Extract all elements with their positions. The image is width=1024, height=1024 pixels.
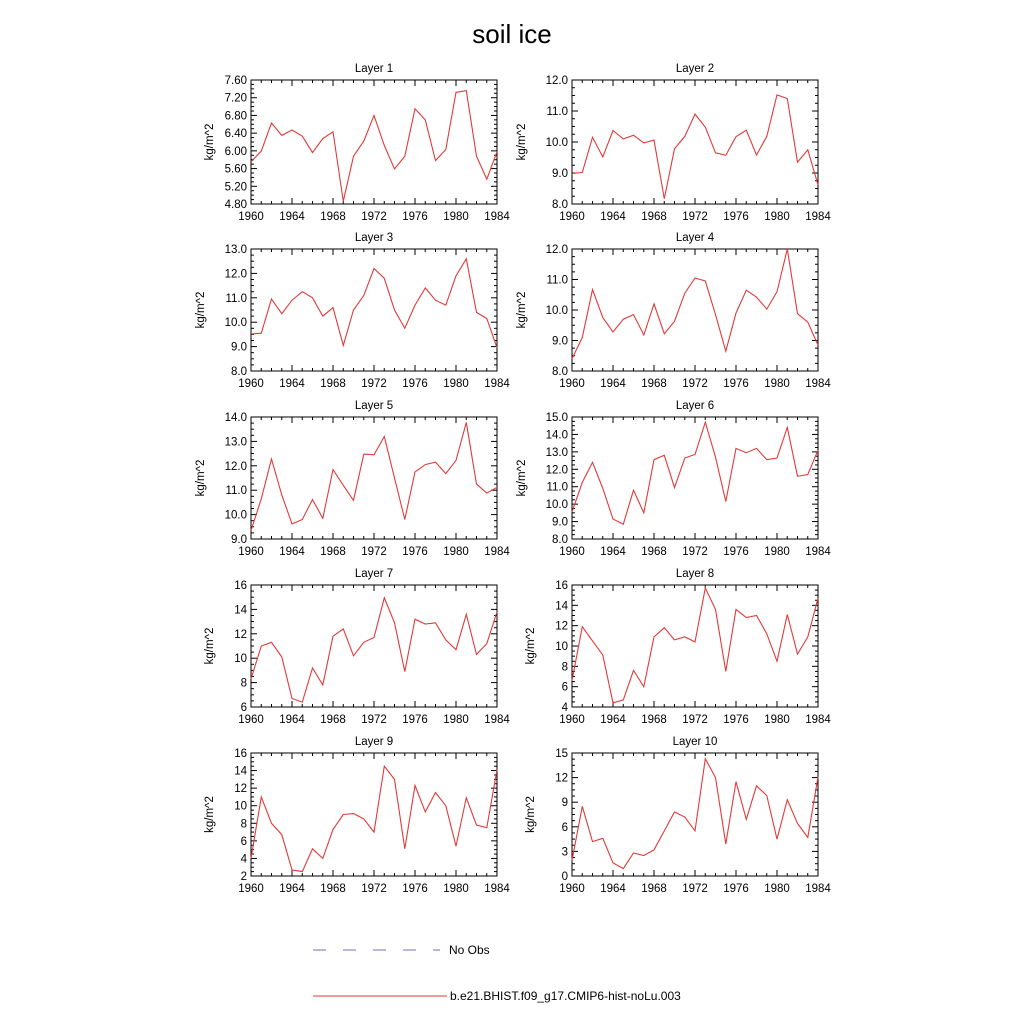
y-tick-label: 14.0 <box>224 412 247 424</box>
x-tick-label: 1976 <box>723 883 749 895</box>
x-tick-label: 1960 <box>238 211 264 223</box>
x-tick-label: 1976 <box>402 883 428 895</box>
y-tick-label: 11.0 <box>225 292 247 305</box>
x-tick-label: 1972 <box>361 211 387 223</box>
y-tick-label: 14 <box>234 604 247 617</box>
series-line <box>251 259 497 348</box>
x-tick-label: 1972 <box>682 211 708 223</box>
y-tick-label: 11.0 <box>546 274 568 287</box>
x-tick-label: 1976 <box>723 211 749 223</box>
series-line <box>572 422 818 524</box>
y-tick-label: 8 <box>240 818 247 831</box>
y-tick-label: 6.80 <box>224 110 247 123</box>
panel-title: Layer 8 <box>675 568 715 580</box>
x-tick-label: 1960 <box>559 546 585 558</box>
y-tick-label: 7.60 <box>224 75 247 87</box>
series-line <box>251 766 497 871</box>
y-tick-label: 9.0 <box>552 168 568 180</box>
x-tick-label: 1968 <box>641 883 667 895</box>
plot-frame <box>251 80 497 204</box>
x-tick-label: 1964 <box>600 883 626 895</box>
plot-frame <box>572 417 818 539</box>
y-axis-label: kg/m^2 <box>195 291 207 329</box>
y-tick-label: 4.80 <box>224 199 247 211</box>
x-tick-label: 1964 <box>600 714 626 726</box>
x-tick-label: 1980 <box>764 378 790 390</box>
x-tick-label: 1960 <box>559 883 585 895</box>
x-tick-label: 1968 <box>641 211 667 223</box>
y-tick-label: 13.0 <box>224 244 247 256</box>
x-tick-label: 1972 <box>361 714 387 726</box>
panel-layer-9 <box>204 736 510 895</box>
x-tick-label: 1964 <box>600 211 626 223</box>
y-tick-label: 15 <box>555 748 568 760</box>
series-line <box>251 422 497 530</box>
x-tick-label: 1960 <box>238 378 264 390</box>
plot-frame <box>251 417 497 539</box>
x-tick-label: 1960 <box>238 546 264 558</box>
plot-frame <box>572 249 818 371</box>
x-tick-label: 1980 <box>764 883 790 895</box>
y-tick-label: 10.0 <box>545 137 568 149</box>
y-tick-label: 12.0 <box>224 460 247 473</box>
x-tick-label: 1960 <box>559 714 585 726</box>
panel-layer-8 <box>525 568 831 726</box>
y-axis-label: kg/m^2 <box>204 627 216 665</box>
y-tick-label: 4 <box>561 702 568 714</box>
y-tick-label: 10 <box>234 800 247 813</box>
y-tick-label: 10.0 <box>224 317 247 330</box>
x-tick-label: 1976 <box>402 378 428 390</box>
x-tick-label: 1976 <box>723 546 749 558</box>
panel-title: Layer 5 <box>354 400 394 412</box>
x-tick-label: 1984 <box>805 211 831 223</box>
y-tick-label: 11.0 <box>546 481 568 494</box>
plot-frame <box>572 585 818 707</box>
x-tick-label: 1976 <box>723 378 749 390</box>
panel-layer-10 <box>525 736 831 895</box>
x-tick-label: 1968 <box>320 378 346 390</box>
x-tick-label: 1968 <box>320 883 346 895</box>
panel-title: Layer 4 <box>675 232 715 244</box>
panel-title: Layer 1 <box>354 63 394 75</box>
x-tick-label: 1984 <box>805 714 831 726</box>
y-tick-label: 10 <box>234 653 247 666</box>
series-line <box>572 249 818 359</box>
x-tick-label: 1960 <box>238 883 264 895</box>
panel-layer-1 <box>204 63 510 223</box>
y-tick-label: 12 <box>234 783 247 796</box>
y-tick-label: 8 <box>561 661 568 674</box>
x-tick-label: 1972 <box>361 546 387 558</box>
y-axis-label: kg/m^2 <box>525 627 537 665</box>
y-tick-label: 9.0 <box>231 341 247 354</box>
x-tick-label: 1964 <box>279 546 305 558</box>
y-tick-label: 8.0 <box>552 199 568 211</box>
y-tick-label: 5.60 <box>224 163 247 176</box>
panel-title: Layer 9 <box>354 736 394 748</box>
x-tick-label: 1972 <box>682 546 708 558</box>
plot-frame <box>572 753 818 876</box>
y-tick-label: 11.0 <box>225 485 247 498</box>
x-tick-label: 1968 <box>641 378 667 390</box>
x-tick-label: 1964 <box>279 211 305 223</box>
y-tick-label: 12.0 <box>224 268 247 281</box>
x-tick-label: 1980 <box>443 211 469 223</box>
x-tick-label: 1968 <box>641 546 667 558</box>
y-tick-label: 12 <box>555 772 568 785</box>
y-tick-label: 6 <box>561 681 568 694</box>
y-tick-label: 10 <box>555 641 568 653</box>
y-tick-label: 14 <box>555 600 568 613</box>
y-tick-label: 6.00 <box>224 145 247 158</box>
series-line <box>572 759 818 869</box>
y-tick-label: 15.0 <box>545 412 568 424</box>
y-tick-label: 10.0 <box>224 509 247 522</box>
x-tick-label: 1968 <box>320 546 346 558</box>
x-tick-label: 1964 <box>279 378 305 390</box>
legend <box>313 943 681 1003</box>
x-tick-label: 1960 <box>559 378 585 390</box>
y-tick-label: 12 <box>555 620 568 633</box>
x-tick-label: 1976 <box>402 714 428 726</box>
x-tick-label: 1964 <box>600 378 626 390</box>
y-axis-label: kg/m^2 <box>516 459 528 497</box>
x-tick-label: 1980 <box>443 378 469 390</box>
y-tick-label: 12.0 <box>545 464 568 477</box>
y-axis-label: kg/m^2 <box>195 459 207 497</box>
panel-title: Layer 6 <box>675 400 715 412</box>
x-tick-label: 1972 <box>682 378 708 390</box>
y-tick-label: 6 <box>240 702 247 714</box>
x-tick-label: 1980 <box>764 546 790 558</box>
y-tick-label: 12 <box>234 628 247 641</box>
x-tick-label: 1980 <box>443 546 469 558</box>
panel-layer-7 <box>204 568 510 726</box>
y-tick-label: 9 <box>561 797 568 810</box>
x-tick-label: 1980 <box>764 714 790 726</box>
panel-layer-2 <box>516 63 831 223</box>
y-axis-label: kg/m^2 <box>204 796 216 833</box>
y-tick-label: 10.0 <box>545 499 568 512</box>
x-tick-label: 1976 <box>402 546 428 558</box>
y-tick-label: 16 <box>234 580 247 592</box>
y-tick-label: 10.0 <box>545 305 568 317</box>
y-tick-label: 8.0 <box>231 366 247 378</box>
y-tick-label: 9.0 <box>552 516 568 529</box>
y-tick-label: 0 <box>561 871 568 883</box>
y-tick-label: 4 <box>240 853 247 866</box>
x-tick-label: 1976 <box>723 714 749 726</box>
y-tick-label: 9.0 <box>231 534 247 546</box>
panel-title: Layer 10 <box>672 736 718 748</box>
x-tick-label: 1984 <box>484 883 510 895</box>
series-line <box>251 91 497 202</box>
x-tick-label: 1980 <box>764 211 790 223</box>
x-tick-label: 1964 <box>600 546 626 558</box>
y-axis-label: kg/m^2 <box>204 123 216 161</box>
series-line <box>251 598 497 702</box>
y-tick-label: 11.0 <box>546 106 568 118</box>
y-tick-label: 12.0 <box>545 244 568 256</box>
y-tick-label: 16 <box>234 748 247 760</box>
panel-layer-3 <box>195 232 510 390</box>
y-axis-label: kg/m^2 <box>525 796 537 833</box>
y-tick-label: 3 <box>561 846 568 859</box>
x-tick-label: 1984 <box>484 211 510 223</box>
y-axis-label: kg/m^2 <box>516 291 528 329</box>
plot-frame <box>251 585 497 707</box>
y-tick-label: 8.0 <box>552 366 568 378</box>
panel-title: Layer 3 <box>354 232 394 244</box>
y-tick-label: 6 <box>240 835 247 848</box>
x-tick-label: 1964 <box>279 714 305 726</box>
panel-grid <box>195 63 831 895</box>
y-tick-label: 5.20 <box>224 181 247 194</box>
series-line <box>572 95 818 199</box>
y-tick-label: 6.40 <box>224 128 247 141</box>
x-tick-label: 1960 <box>238 714 264 726</box>
y-tick-label: 8 <box>240 677 247 690</box>
x-tick-label: 1984 <box>484 378 510 390</box>
y-tick-label: 14.0 <box>545 429 568 442</box>
x-tick-label: 1980 <box>443 714 469 726</box>
plot-frame <box>251 249 497 371</box>
panel-title: Layer 2 <box>675 63 715 75</box>
x-tick-label: 1984 <box>805 883 831 895</box>
x-tick-label: 1980 <box>443 883 469 895</box>
x-tick-label: 1972 <box>682 714 708 726</box>
panel-layer-6 <box>516 400 831 558</box>
x-tick-label: 1984 <box>484 714 510 726</box>
legend-label-model-run: b.e21.BHIST.f09_g17.CMIP6-hist-noLu.003 <box>450 989 681 1003</box>
x-tick-label: 1984 <box>805 546 831 558</box>
x-tick-label: 1984 <box>484 546 510 558</box>
y-tick-label: 16 <box>555 580 568 592</box>
y-tick-label: 6 <box>561 821 568 834</box>
y-tick-label: 7.20 <box>224 92 247 105</box>
x-tick-label: 1968 <box>641 714 667 726</box>
y-tick-label: 14 <box>234 765 247 778</box>
x-tick-label: 1964 <box>279 883 305 895</box>
x-tick-label: 1976 <box>402 211 428 223</box>
legend-label-no-obs: No Obs <box>449 943 490 957</box>
y-tick-label: 8.0 <box>552 534 568 546</box>
x-tick-label: 1968 <box>320 714 346 726</box>
y-tick-label: 13.0 <box>224 436 247 449</box>
x-tick-label: 1972 <box>361 378 387 390</box>
y-tick-label: 12.0 <box>545 75 568 87</box>
y-tick-label: 9.0 <box>552 335 568 348</box>
figure-title: soil ice <box>472 19 552 49</box>
y-tick-label: 13.0 <box>545 446 568 459</box>
x-tick-label: 1984 <box>805 378 831 390</box>
y-tick-label: 2 <box>240 871 247 883</box>
y-axis-label: kg/m^2 <box>516 123 528 161</box>
x-tick-label: 1968 <box>320 211 346 223</box>
series-line <box>572 588 818 703</box>
panel-layer-5 <box>195 400 510 558</box>
x-tick-label: 1972 <box>682 883 708 895</box>
x-tick-label: 1972 <box>361 883 387 895</box>
x-tick-label: 1960 <box>559 211 585 223</box>
panel-layer-4 <box>516 232 831 390</box>
panel-title: Layer 7 <box>354 568 394 580</box>
